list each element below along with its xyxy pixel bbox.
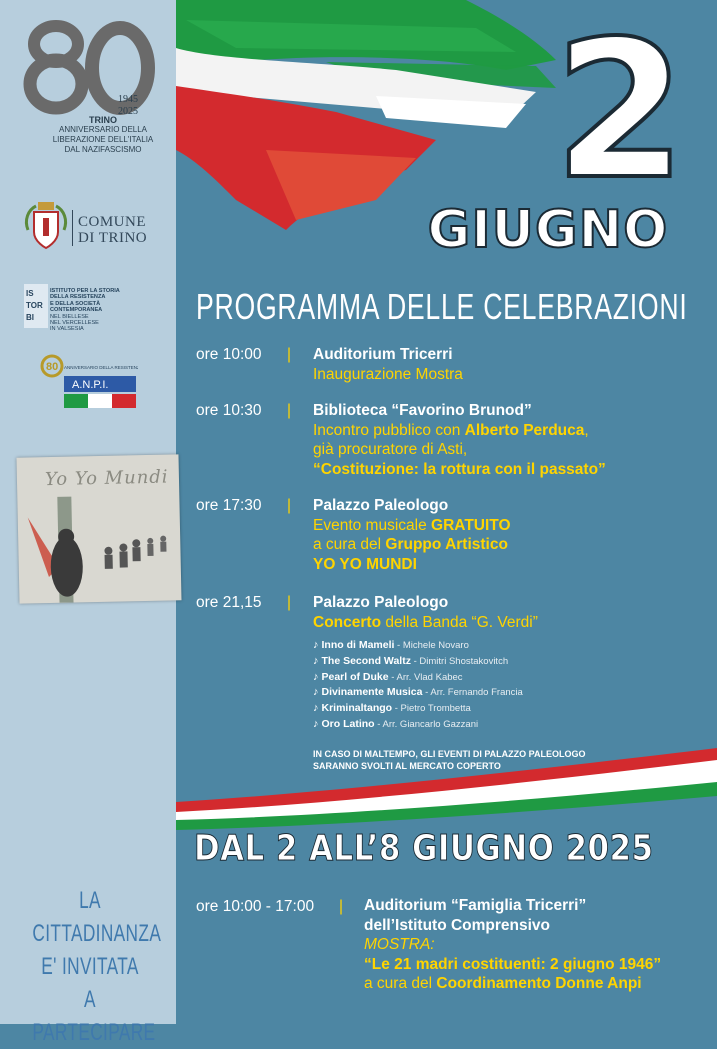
event-text: Incontro pubblico con xyxy=(313,421,465,439)
istituto-logo xyxy=(24,278,174,338)
piece-author: Arr. Vlad Kabec xyxy=(396,671,463,683)
event-text: a cura del xyxy=(313,536,386,553)
istituto-line: IN VALSESIA xyxy=(50,326,84,333)
music-note-icon: ♪ xyxy=(313,686,319,699)
event-text: Evento musicale xyxy=(313,516,432,534)
anniversary-caption-line: ANNIVERSARIO DELLA xyxy=(58,125,148,134)
program-title: PROGRAMMA DELLE CELEBRAZIONI xyxy=(196,286,688,327)
band-name: YO YO MUNDI xyxy=(313,555,417,573)
exhibition-location: dell’Istituto Comprensivo xyxy=(364,916,551,934)
program-item: ♪ The Second Waltz - Dimitri Shostakovitch xyxy=(313,654,509,667)
anniversary-city: TRINO xyxy=(89,115,117,125)
date-month: GIUGNO xyxy=(427,200,669,260)
comune-line: DI TRINO xyxy=(78,230,148,246)
piece-author: Arr. Giancarlo Gazzani xyxy=(382,718,479,730)
event-separator: | xyxy=(287,594,292,611)
event-text: , xyxy=(584,421,589,439)
invite-line: A PARTECIPARE xyxy=(32,986,156,1046)
event-line xyxy=(313,516,713,536)
piece-author: Pietro Trombetta xyxy=(400,703,471,715)
exhibition-line xyxy=(364,974,714,994)
event-text: già procuratore di Asti, xyxy=(313,441,468,458)
piece-title: Oro Latino xyxy=(321,717,375,730)
comune-logo xyxy=(22,200,172,256)
exhibition-location: Auditorium “Famiglia Tricerri” xyxy=(364,897,587,914)
coat-of-arms-icon xyxy=(22,200,70,256)
anpi-name: A.N.P.I. xyxy=(72,379,109,391)
talk-title: “Costituzione: la rottura con il passato” xyxy=(313,460,606,478)
program-item: ♪ Inno di Mameli - Michele Novaro xyxy=(313,639,469,651)
speaker-name: Alberto Perduca xyxy=(464,421,585,439)
anpi-tagline: ANNIVERSARIO DELLA RESISTENZA xyxy=(64,365,138,370)
event-details xyxy=(313,401,713,479)
event-separator: | xyxy=(287,402,292,419)
anniversary-80-icon xyxy=(20,20,160,116)
piece-author: Michele Novaro xyxy=(402,640,469,651)
music-note-icon: ♪ xyxy=(313,654,319,667)
exhibition-label: MOSTRA: xyxy=(364,936,435,953)
istituto-line: NEL VERCELLESE xyxy=(50,320,99,327)
svg-text:IS: IS xyxy=(26,289,34,298)
free-label: GRATUITO xyxy=(431,516,511,534)
exhibition-title: “Le 21 madri costituenti: 2 giugno 1946” xyxy=(364,955,662,973)
exhibition-curator: Coordinamento Donne Anpi xyxy=(436,975,642,992)
event-line xyxy=(313,555,713,575)
event-text: Inaugurazione Mostra xyxy=(313,365,463,383)
exhibition-period: DAL 2 ALL’8 GIUGNO 2025 xyxy=(194,828,654,869)
event-details xyxy=(313,496,713,574)
yoyomundi-album-cover xyxy=(16,454,181,603)
comune-line: COMUNE xyxy=(78,214,147,230)
anpi-badge-number: 80 xyxy=(46,361,59,373)
comune-divider xyxy=(72,210,73,246)
event-separator: | xyxy=(287,497,292,514)
piece-title: Inno di Mameli xyxy=(321,639,395,651)
program-item: ♪ Kriminaltango - Pietro Trombetta xyxy=(313,702,471,715)
istituto-line: DELLA RESISTENZA xyxy=(50,294,106,301)
exhibition-time: ore 10:00 - 17:00 xyxy=(196,898,315,915)
exhibition-separator: | xyxy=(339,898,344,915)
program-item: ♪ Oro Latino - Arr. Giancarlo Gazzani xyxy=(313,717,479,730)
anniversary-year-end: 2025 xyxy=(118,106,138,116)
program-item: ♪ Pearl of Duke - Arr. Vlad Kabec xyxy=(313,670,463,683)
event-line xyxy=(313,460,713,480)
invite-line: LA CITTADINANZA xyxy=(32,887,162,947)
event-details xyxy=(313,593,713,632)
event-line xyxy=(313,613,713,633)
piece-title: Kriminaltango xyxy=(321,702,393,715)
event-line xyxy=(313,421,713,441)
svg-text:TOR: TOR xyxy=(26,301,43,310)
istituto-line: E DELLA SOCIETÀ xyxy=(50,300,101,307)
anpi-logo xyxy=(38,354,138,412)
event-line xyxy=(313,535,713,555)
svg-text:BI: BI xyxy=(26,313,34,322)
exhibition-curator-prefix: a cura del xyxy=(364,975,437,992)
event-line xyxy=(313,440,713,460)
event-details xyxy=(313,345,713,384)
piece-title: Pearl of Duke xyxy=(321,670,389,683)
weather-line: IN CASO DI MALTEMPO, GLI EVENTI DI PALAZZO PALEOLOGO xyxy=(313,749,586,759)
anniversary-logo xyxy=(20,20,160,116)
istituto-name xyxy=(50,288,160,333)
group-name: Gruppo Artistico xyxy=(385,536,508,553)
invite-line: E' INVITATA xyxy=(41,953,139,980)
event-time: ore 10:30 xyxy=(196,402,262,419)
album-photo xyxy=(16,454,181,603)
album-title: Yo Yo Mundi xyxy=(44,466,169,491)
istorbive-icon xyxy=(24,278,48,332)
istituto-line: ISTITUTO PER LA STORIA xyxy=(50,288,120,294)
piece-author: Arr. Fernando Francia xyxy=(430,687,523,699)
invite-message xyxy=(32,884,162,1049)
music-note-icon: ♪ xyxy=(313,670,319,683)
anniversary-caption-line: DAL NAZIFASCISMO xyxy=(64,145,142,154)
exhibition-details xyxy=(364,896,714,994)
event-location: Biblioteca “Favorino Brunod” xyxy=(313,402,532,419)
event-location: Palazzo Paleologo xyxy=(313,497,449,514)
event-time: ore 10:00 xyxy=(196,346,262,363)
concert-label: Concerto xyxy=(313,613,382,631)
comune-name xyxy=(78,214,147,246)
flag-ribbon-graphic xyxy=(176,740,717,830)
weather-line: SARANNO SVOLTI AL MERCATO COPERTO xyxy=(313,761,501,771)
event-separator: | xyxy=(287,346,292,363)
piece-author: Dimitri Shostakovitch xyxy=(419,655,509,667)
anniversary-caption xyxy=(30,115,176,155)
exhibition-line xyxy=(364,955,714,975)
date-day: 2 xyxy=(553,0,687,221)
istituto-line: NEL BIELLESE xyxy=(50,313,89,320)
anniversary-year-start: 1945 xyxy=(118,94,138,105)
program-item: ♪ Divinamente Musica - Arr. Fernando Francia xyxy=(313,686,523,699)
music-note-icon: ♪ xyxy=(313,702,319,715)
music-note-icon: ♪ xyxy=(313,717,319,730)
event-time: ore 21,15 xyxy=(196,594,262,611)
piece-title: The Second Waltz xyxy=(321,654,411,667)
event-line xyxy=(313,365,713,385)
istituto-line: CONTEMPORANEA xyxy=(50,307,103,314)
anpi-badge-icon xyxy=(38,354,138,412)
event-location: Palazzo Paleologo xyxy=(313,594,449,611)
event-location: Auditorium Tricerri xyxy=(313,346,453,363)
anniversary-caption-line: LIBERAZIONE DELL'ITALIA xyxy=(52,135,154,144)
concert-program xyxy=(313,638,713,733)
music-note-icon: ♪ xyxy=(313,639,319,651)
event-time: ore 17:30 xyxy=(196,497,262,514)
piece-title: Divinamente Musica xyxy=(321,686,423,699)
event-text: della Banda “G. Verdi” xyxy=(381,613,538,631)
